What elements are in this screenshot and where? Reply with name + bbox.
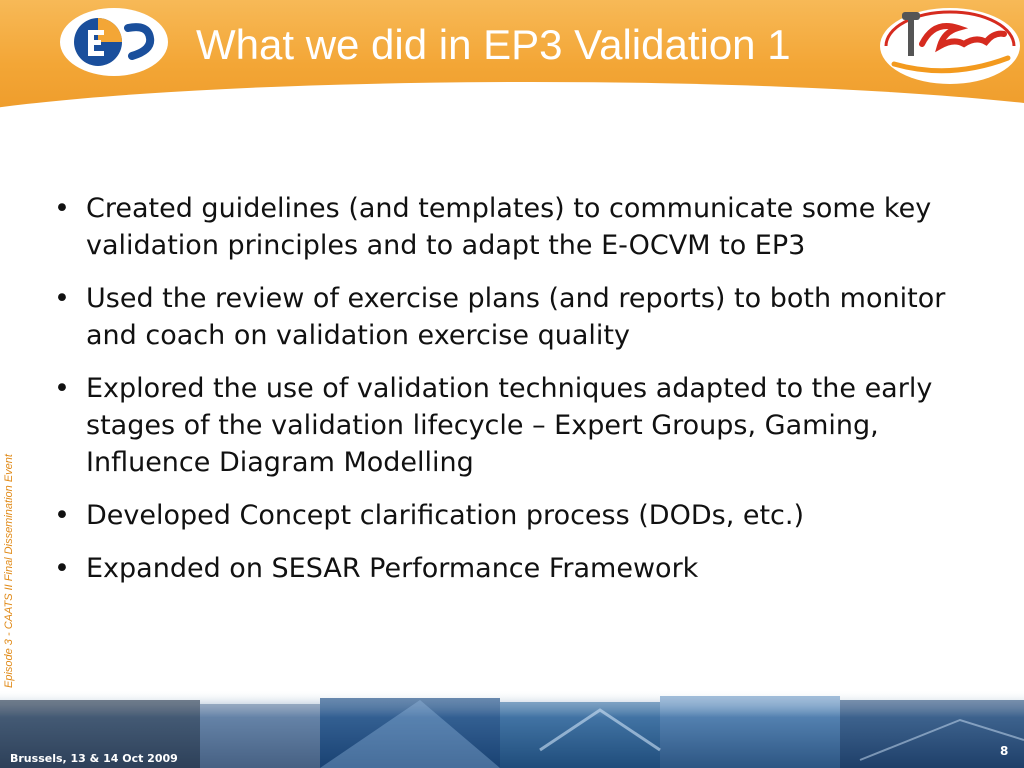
slide-header (0, 0, 1024, 118)
bullet-text: Created guidelines (and templates) to communicate some key validation principles and to adapt the E-OCVM to EP3 (86, 193, 932, 261)
header-swoosh (0, 82, 1024, 118)
bullet-item (54, 190, 994, 264)
bullet-dot: • (54, 553, 70, 584)
bullet-item (54, 370, 994, 481)
bullet-text: Developed Concept clarification process (DODs, etc.) (86, 500, 805, 531)
bullet-text: Used the review of exercise plans (and reports) to both monitor and coach on validation exercise quality (86, 283, 946, 351)
bullet-dot: • (54, 500, 70, 531)
caats-logo (874, 2, 1022, 86)
footer-location-date: Brussels, 13 & 14 Oct 2009 (10, 752, 178, 765)
bullet-text: Expanded on SESAR Performance Framework (86, 553, 699, 584)
bullet-dot: • (54, 193, 70, 224)
side-event-label: Episode 3 - CAATS II Final Dissemination Event (3, 454, 15, 688)
bullet-text: Explored the use of validation techniques adapted to the early stages of the validation lifecycle – Expert Groups, Gaming, Influence Diagram Modelling (86, 373, 933, 478)
bullet-item (54, 280, 994, 354)
ep3-logo (58, 6, 170, 78)
bullet-item (54, 497, 994, 534)
bullet-list (54, 190, 994, 603)
bullet-item (54, 550, 994, 587)
bullet-dot: • (54, 373, 70, 404)
page-number: 8 (1000, 744, 1009, 758)
bullet-dot: • (54, 283, 70, 314)
slide-title: What we did in EP3 Validation 1 (196, 21, 791, 68)
